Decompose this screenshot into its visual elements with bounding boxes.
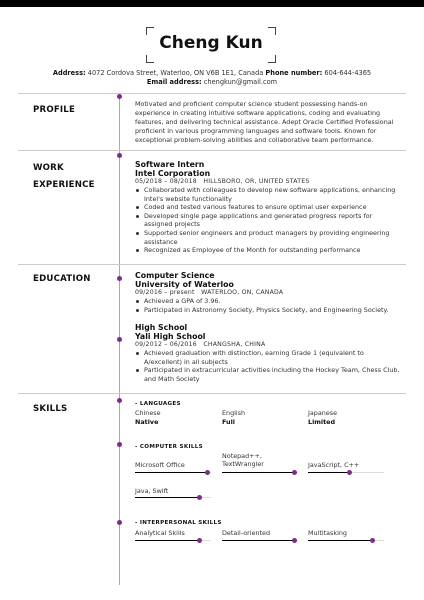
education-divider (18, 393, 406, 394)
header-divider (18, 93, 406, 94)
profile-divider (18, 150, 406, 151)
list-item: Achieved graduation with distinction, earning Grade 1 (equivalent to A/excellent) in all subjects (135, 349, 407, 366)
edu-meta-2: 09/2012 – 06/2016 CHANGSHA, CHINA (135, 341, 266, 348)
skill-bar (222, 540, 298, 541)
skill-bar-knob (292, 470, 297, 475)
skill-bar-fill (308, 540, 373, 541)
work-heading: WORK EXPERIENCE (33, 163, 95, 190)
phone-label: Phone number: (265, 69, 323, 77)
lang-name-3: Japanese (308, 409, 338, 417)
candidate-name: Cheng Kun (159, 33, 263, 53)
email-value: chengkun@gmail.com (203, 78, 278, 86)
skill-bar-fill (308, 472, 350, 473)
lang-level-2: Full (222, 418, 235, 426)
edu-meta-1: 09/2016 – present WATERLOO, ON, CANADA (135, 289, 284, 296)
computer-skill-4: Java, Swift (135, 487, 169, 495)
top-bar (0, 0, 424, 7)
edu-degree-1: Computer Science (135, 271, 215, 280)
interpersonal-skill-2: Detail-oriented (222, 529, 271, 537)
edu-degree-2: High School (135, 323, 188, 332)
list-item: Developed single page applications and generated progress reports for assigned projects (135, 212, 407, 229)
edu-school-1: University of Waterloo (135, 280, 234, 289)
languages-label: - LANGUAGES (135, 401, 181, 407)
skill-bar (308, 540, 384, 541)
list-item: Participated in Astronomy Society, Physics Society, and Engineering Society. (135, 306, 407, 315)
interpersonal-skill-1: Analytical Skills (135, 529, 185, 537)
computer-skill-3: JavaScript, C++ (308, 461, 360, 469)
edu-school-2: Yali High School (135, 332, 206, 341)
phone-value: 604-644-4365 (324, 69, 372, 77)
work-dot (117, 153, 122, 158)
edu-bullets-1 (135, 297, 407, 314)
education-dot (117, 276, 122, 281)
contact-line-2 (0, 78, 424, 86)
computer-skill-2: Notepad++, TextWrangler (222, 452, 264, 468)
list-item: Collaborated with colleagues to develop new software applications, enhancing Intel's website functionality (135, 186, 407, 203)
skill-bar-knob (197, 538, 202, 543)
computer-skill-1: Microsoft Office (135, 461, 185, 469)
lang-name-1: Chinese (135, 409, 161, 417)
list-item: Achieved a GPA of 3.96. (135, 297, 407, 306)
skill-bar-fill (135, 472, 207, 473)
work-divider (18, 264, 406, 265)
lang-level-1: Native (135, 418, 159, 426)
list-item: Coded and tested various features to ensure optimal user experience (135, 203, 407, 212)
edu-bullets-2 (135, 349, 407, 383)
skill-bar-knob (347, 470, 352, 475)
education-heading: EDUCATION (33, 274, 91, 284)
contact-line-1 (0, 69, 424, 77)
skill-bar-knob (292, 538, 297, 543)
lang-name-2: English (222, 409, 246, 417)
computer-label: - COMPUTER SKILLS (135, 444, 203, 450)
skill-bar-fill (135, 540, 200, 541)
skill-bar-fill (222, 472, 294, 473)
job-meta: 05/2018 – 08/2018 HILLSBORO, OR, UNITED STATES (135, 178, 310, 185)
skill-bar-fill (135, 497, 200, 498)
skills-dot (117, 398, 122, 403)
interpersonal-skill-3: Multitasking (308, 529, 347, 537)
interpersonal-label: - INTERPERSONAL SKILLS (135, 520, 222, 526)
list-item: Participated in extracurricular activities including the Hockey Team, Chess Club, and Math Society (135, 366, 407, 383)
skill-bar (135, 497, 211, 498)
skill-bar-knob (370, 538, 375, 543)
job-company: Intel Corporation (135, 169, 211, 178)
skill-bar (135, 472, 211, 473)
lang-level-3: Limited (308, 418, 336, 426)
profile-dot (117, 94, 122, 99)
skill-bar-knob (205, 470, 210, 475)
computer-dot (117, 442, 122, 447)
list-item: Recognized as Employee of the Month for outstanding performance (135, 246, 407, 255)
address-value: 4072 Cordova Street, Waterloo, ON V6B 1E1, Canada (87, 69, 264, 77)
name-box (146, 27, 276, 63)
skill-bar (135, 540, 211, 541)
list-item: Supported senior engineers and product managers by providing engineering assistance (135, 229, 407, 246)
job-bullets (135, 186, 407, 255)
skills-heading: SKILLS (33, 404, 68, 414)
profile-text: Motivated and proficient computer science student possessing hands-on experience in creating intuitive software applications, coding and evaluating features, and delivering technical assistance. Adept Oracle Certified Professional proficient in various programming languages and software tools. Known for exceptional problem-solving abilities and collaborative team performance. (135, 100, 394, 144)
email-label: Email address: (146, 78, 202, 86)
job-title: Software Intern (135, 160, 205, 169)
education-dot-2 (117, 337, 122, 342)
address-label: Address: (52, 69, 86, 77)
skill-bar-fill (222, 540, 294, 541)
skill-bar (308, 472, 384, 473)
skill-bar-knob (197, 495, 202, 500)
interpersonal-dot (117, 520, 122, 525)
profile-heading: PROFILE (33, 105, 76, 115)
skill-bar (222, 472, 298, 473)
